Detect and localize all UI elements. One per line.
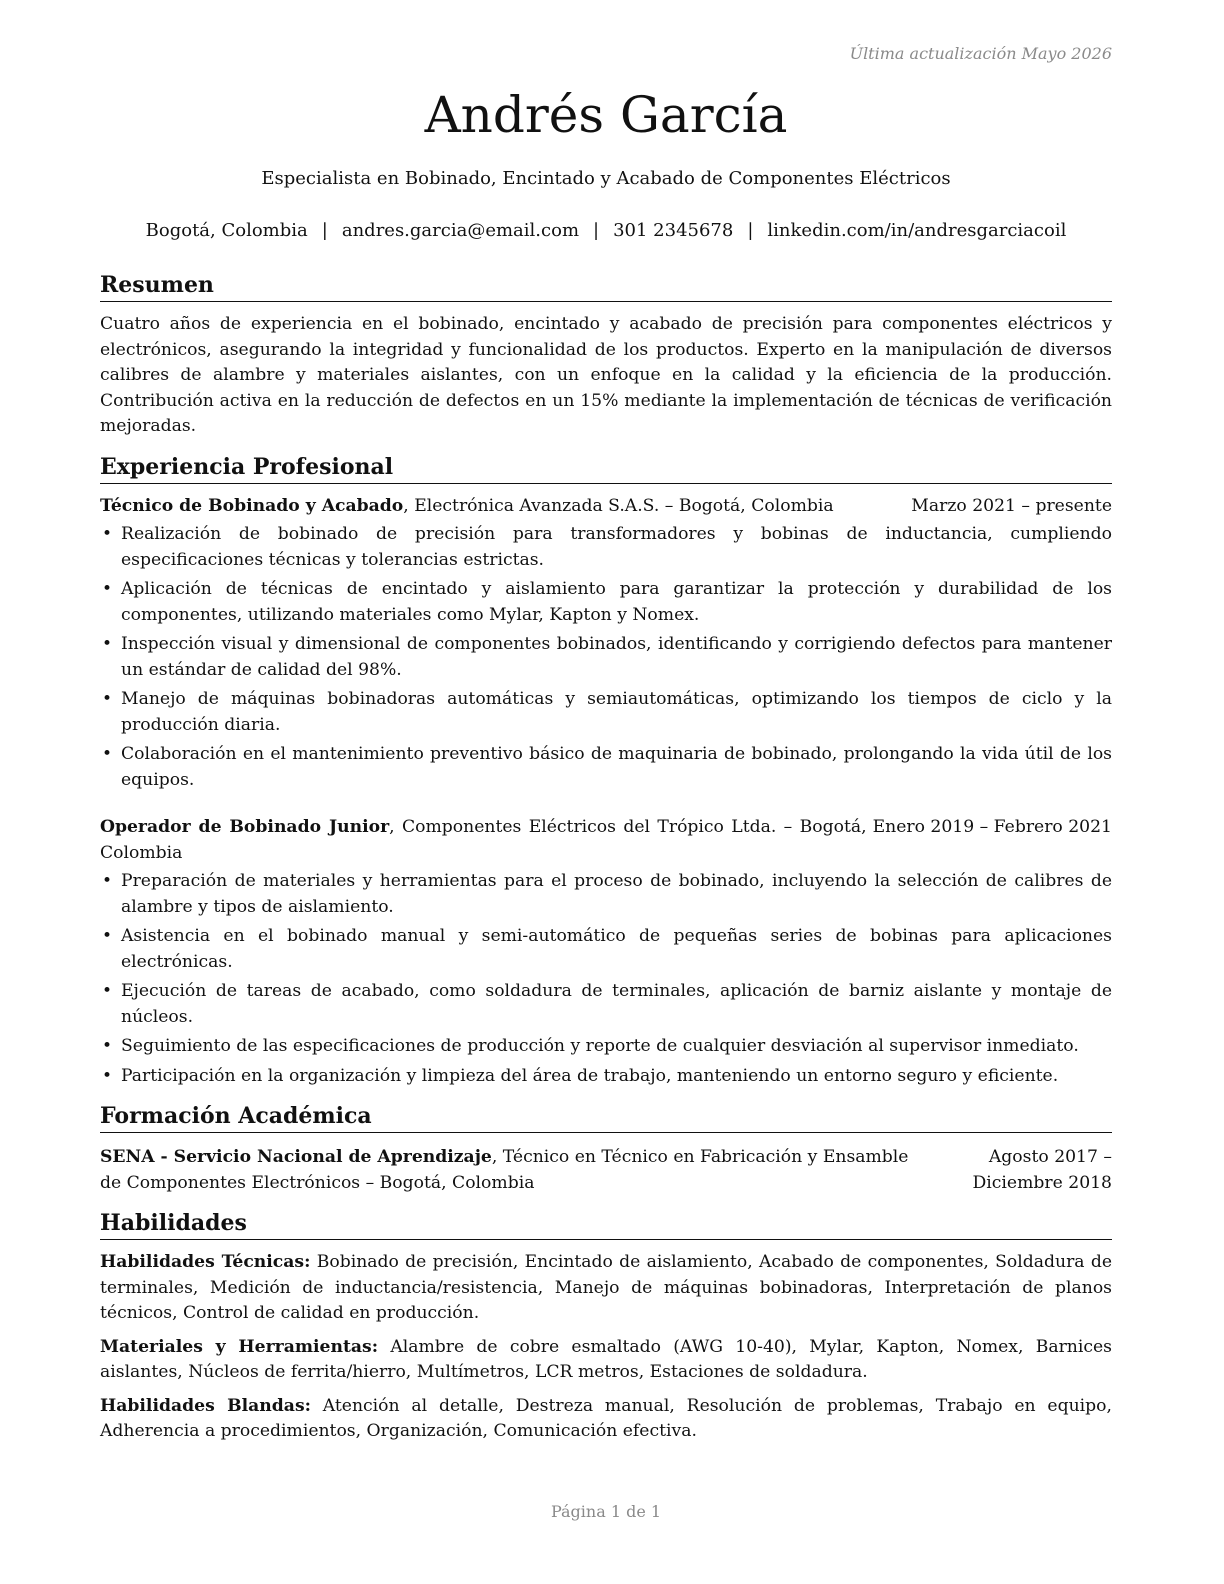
contact-location: Bogotá, Colombia xyxy=(145,220,308,241)
job-role: Técnico de Bobinado y Acabado xyxy=(100,495,404,516)
section-title-experience: Experiencia Profesional xyxy=(100,452,1112,484)
job-header xyxy=(100,815,1112,866)
job-role: Operador de Bobinado Junior xyxy=(100,817,390,837)
section-title-skills: Habilidades xyxy=(100,1208,1112,1240)
skill-group xyxy=(100,1250,1112,1327)
job-bullet: • Realización de bobinado de precisión para transformadores y bobinas de inductancia, cumpliendo especificaciones técnicas y tolerancias estrictas. xyxy=(100,522,1112,573)
education-section xyxy=(100,1101,1112,1196)
job-header xyxy=(100,494,1112,520)
job-title-line xyxy=(100,494,834,520)
candidate-name: Andrés García xyxy=(424,86,788,144)
job-bullets xyxy=(100,522,1112,793)
education-entry xyxy=(100,1145,1112,1196)
job-entry xyxy=(100,494,1112,794)
contact-line xyxy=(100,220,1112,241)
section-title-education: Formación Académica xyxy=(100,1101,1112,1133)
skill-group-text: Alambre de cobre esmaltado (AWG 10-40), Mylar, Kapton, Nomex, Barnices aislantes, Núcleos de ferrita/hierro, Multímetros, LCR metros, Estaciones de soldadura. xyxy=(100,1336,1112,1382)
education-institution: SENA - Servicio Nacional de Aprendizaje xyxy=(100,1147,492,1167)
skill-group-label: Habilidades Blandas: xyxy=(100,1395,311,1416)
job-bullet: • Ejecución de tareas de acabado, como soldadura de terminales, aplicación de barniz aislante y montaje de núcleos. xyxy=(100,979,1112,1030)
job-dates: Enero 2019 – Febrero 2021 xyxy=(872,817,1112,837)
job-bullet: • Manejo de máquinas bobinadoras automáticas y semiautomáticas, optimizando los tiempos de ciclo y la producción diaria. xyxy=(100,687,1112,738)
education-detail: , Técnico en Técnico en Fabricación y Ensamble de Componentes Electrónicos – Bogotá, Colombia xyxy=(100,1147,909,1193)
job-bullet: • Inspección visual y dimensional de componentes bobinados, identificando y corrigiendo defectos para mantener un estándar de calidad del 98%. xyxy=(100,632,1112,683)
job-bullet: • Participación en la organización y limpieza del área de trabajo, manteniendo un entorno seguro y eficiente. xyxy=(100,1064,1112,1090)
contact-linkedin[interactable]: linkedin.com/in/andresgarciacoil xyxy=(767,220,1067,241)
candidate-tagline: Especialista en Bobinado, Encintado y Acabado de Componentes Eléctricos xyxy=(261,168,951,189)
summary-text: Cuatro años de experiencia en el bobinado, encintado y acabado de precisión para componentes eléctricos y electrónicos, asegurando la integridad y funcionalidad de los productos. Experto en la manipulación de diversos calibres de alambre y materiales aislantes, con un enfoque en la calidad y la eficiencia de la producción. Contribución activa en la reducción de defectos en un 15% mediante la implementación de técnicas de verificación mejoradas. xyxy=(100,314,1112,436)
skill-group-text: Bobinado de precisión, Encintado de aislamiento, Acabado de componentes, Soldadura de terminales, Medición de inductancia/resistencia, Manejo de máquinas bobinadoras, Interpretación de planos técnicos, Control de calidad en producción. xyxy=(100,1252,1112,1323)
resume-page xyxy=(100,0,1112,1584)
skill-group-label: Materiales y Herramientas: xyxy=(100,1336,379,1357)
job-entry xyxy=(100,815,1112,1089)
contact-separator: | xyxy=(321,220,328,241)
page-number: Página 1 de 1 xyxy=(550,1502,662,1521)
contact-separator: | xyxy=(593,220,600,241)
education-dates: Agosto 2017 – Diciembre 2018 xyxy=(972,1147,1112,1193)
section-title-summary: Resumen xyxy=(100,270,1112,302)
contact-separator: | xyxy=(747,220,754,241)
job-dates: Marzo 2021 – presente xyxy=(911,495,1112,516)
skill-group xyxy=(100,1335,1112,1386)
job-company: , Electrónica Avanzada S.A.S. – Bogotá, Colombia xyxy=(403,495,834,516)
last-updated: Última actualización Mayo 2026 xyxy=(849,44,1112,63)
contact-phone: 301 2345678 xyxy=(613,220,734,241)
experience-section xyxy=(100,452,1112,1090)
job-bullet: • Seguimiento de las especificaciones de producción y reporte de cualquier desviación al supervisor inmediato. xyxy=(100,1034,1112,1060)
skills-section xyxy=(100,1208,1112,1445)
summary-section xyxy=(100,270,1112,440)
resume-content xyxy=(100,270,1112,1457)
job-bullet: • Preparación de materiales y herramientas para el proceso de bobinado, incluyendo la selección de calibres de alambre y tipos de aislamiento. xyxy=(100,869,1112,920)
job-bullet: • Asistencia en el bobinado manual y semi-automático de pequeñas series de bobinas para aplicaciones electrónicas. xyxy=(100,924,1112,975)
job-title-line xyxy=(100,815,867,866)
skill-group xyxy=(100,1394,1112,1445)
skill-group-label: Habilidades Técnicas: xyxy=(100,1252,311,1272)
job-bullets xyxy=(100,869,1112,1089)
job-bullet: • Colaboración en el mantenimiento preventivo básico de maquinaria de bobinado, prolongando la vida útil de los equipos. xyxy=(100,742,1112,793)
job-bullet: • Aplicación de técnicas de encintado y aislamiento para garantizar la protección y durabilidad de los componentes, utilizando materiales como Mylar, Kapton y Nomex. xyxy=(100,577,1112,628)
skill-group-text: Atención al detalle, Destreza manual, Resolución de problemas, Trabajo en equipo, Adherencia a procedimientos, Organización, Comunicación efectiva. xyxy=(100,1395,1112,1441)
contact-email[interactable]: andres.garcia@email.com xyxy=(341,220,580,241)
job-company: , Componentes Eléctricos del Trópico Ltda. – Bogotá, Colombia xyxy=(100,817,867,863)
education-line xyxy=(100,1145,927,1196)
